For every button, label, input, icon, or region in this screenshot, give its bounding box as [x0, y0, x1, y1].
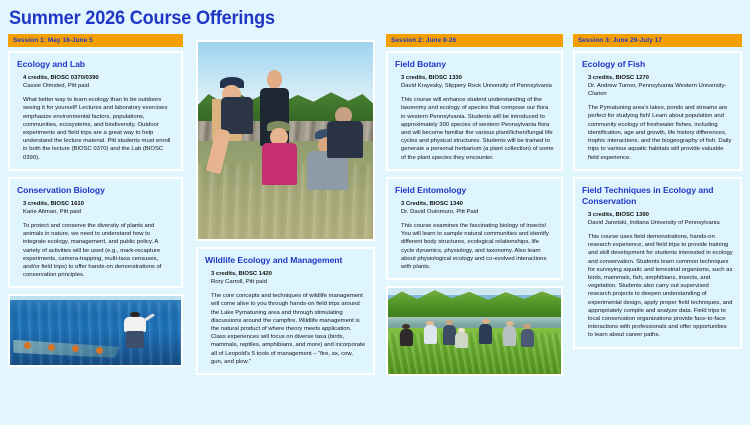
course-credits: 3 credits, BIOSC 1270: [588, 75, 649, 81]
course-card-ecology-and-lab: [8, 51, 183, 171]
course-meta: [401, 74, 554, 90]
session-label: Session 3: June 29-July 17: [578, 37, 662, 44]
photo-student-pink: [259, 121, 301, 192]
photo-students-stream: [196, 40, 375, 241]
course-description: What better way to learn ecology than to be outdoors seeing it for yourself! Lectures and laboratory exercises emphasize environmental factors, populations, communities, ecosystems, and biodiversity. Outdoor experiments and field trips are a great way to help understand the lecture material. Pitt students must enroll in both the lecture (BIOSC 0370) and the Lab (BIOSC 0390).: [23, 97, 171, 161]
column-session-2: [386, 34, 563, 425]
student-head: [267, 70, 282, 90]
course-description: To protect and conserve the diversity of plants and animals in nature, we need to understand how to integrate ecology, management, and public policy. A variety of activities will be used (e.g., mark-recapture experiments, camera-trapping, multi-taxa censuses, and/or field trips) to offer hands-on demonstrations of conservation principles.: [23, 223, 162, 279]
person-body: [503, 326, 516, 347]
person-body: [521, 329, 534, 347]
columns-container: [0, 34, 750, 425]
course-credits: 4 credits, BIOSC 0370/0390: [23, 75, 99, 81]
student-shirt: [262, 143, 297, 184]
session-label: Session 2: June 8-26: [391, 37, 457, 44]
photo-netting-lake: [8, 294, 183, 367]
person-body: [400, 329, 413, 346]
course-credits: 3 credits, BIOSC 1390: [588, 211, 649, 218]
course-description: The core concepts and techniques of wildlife management will come alive to you through hands-on field trips around the Lake Pymatuning area and through stimulating discussions around the campfire. Wildlife management is the natural product of where theory meets application. Class experiences will focus on diverse taxa (birds, mammals, reptiles, amphibians, and more) and incorporate all of Leopold's 5 tools of management – “fire, ax, cow, gun, and plow.”: [211, 293, 365, 365]
photo-person: [118, 312, 156, 353]
photo-person: [478, 319, 494, 345]
course-description: This course uses field demonstrations, hands-on research experience, and field trips to provide training and skill development for students interested in ecology and conservation. Students learn common techniques for surveying aquatic and terrestrial organisms, such as birds, mammals, fish, amphibians, insects, and vegetation. Students also carry out supervised research projects to deepen understanding of experimental design, apply proper field techniques, and appropriately compile and analyze data. Field trips to local conservation organizations provide face-to-face interactions with professionals and offer opportunities to learn about career paths.: [588, 233, 733, 339]
page-title: Summer 2026 Course Offerings: [9, 7, 275, 29]
course-card-conservation-biology: [8, 177, 183, 289]
course-card-ecology-of-fish: [573, 51, 742, 171]
photo-person: [398, 324, 414, 346]
photo-student-back: [326, 107, 365, 162]
course-meta: [23, 74, 174, 90]
course-title: Conservation Biology: [17, 184, 105, 195]
net-float: [96, 347, 103, 354]
course-credits: 3 credits, BIOSC 1420: [211, 271, 272, 277]
net-float: [72, 345, 79, 352]
photo-person: [454, 328, 470, 349]
course-title: Field Botany: [395, 59, 446, 69]
course-instructor: Cassie Olmsted, Pitt paid: [23, 83, 90, 90]
session-bar-2: [386, 34, 563, 47]
session-bar-3: [573, 34, 742, 47]
course-instructor: Dr. David Outomuro, Pitt Paid: [401, 208, 479, 215]
course-instructor: Dr. Andrew Turner, Pennsylvania Western University-Clarion: [588, 83, 727, 98]
course-credits: 3 credits, BIOSC 1330: [401, 75, 462, 81]
photo-person: [423, 321, 439, 345]
photo-student-foreground: [209, 77, 262, 199]
column-session-1: [8, 34, 183, 425]
photo-grass-blades: [388, 333, 561, 374]
session-bar-1: [8, 34, 183, 47]
course-instructor: Rory Carroll, Pitt paid: [211, 279, 267, 286]
course-credits: 3 credits, BIOSC 1610: [23, 200, 84, 207]
net-float: [48, 344, 55, 351]
person-waders: [126, 331, 144, 348]
course-title: Field Entomology: [395, 184, 467, 195]
course-credits: 3 Credits, BIOSC 1340: [401, 200, 463, 207]
course-title: Ecology of Fish: [582, 59, 646, 69]
student-shirt: [221, 97, 253, 134]
course-instructor: David Janetski, Indiana University of Pennsylvania: [588, 219, 720, 226]
course-instructor: David Krayesky, Slippery Rock University of Pennsylvania: [401, 83, 552, 90]
course-title: Wildlife Ecology and Management: [205, 255, 343, 265]
course-meta: [401, 200, 554, 216]
course-title: Ecology and Lab: [17, 59, 86, 69]
session-label: Session 1: May 18-June 5: [13, 37, 93, 44]
photo-person: [502, 321, 518, 347]
person-arm: [143, 313, 155, 322]
column-photo-wildlife: [196, 34, 375, 425]
course-card-field-entomology: [386, 177, 563, 280]
course-title: Field Techniques in Ecology and Conservation: [582, 184, 714, 206]
course-card-wildlife-ecology: [196, 247, 375, 375]
photo-person: [519, 324, 535, 347]
column-session-3: [573, 34, 742, 425]
person-body: [455, 332, 468, 348]
course-meta: [588, 211, 733, 227]
flyer-header: [0, 0, 750, 34]
photo-field-group: [386, 286, 563, 376]
person-body: [424, 325, 437, 344]
course-meta: [211, 270, 366, 286]
course-card-field-botany: [386, 51, 563, 171]
net-float: [24, 342, 31, 349]
course-meta: [588, 74, 733, 98]
person-body: [479, 324, 492, 345]
course-description: This course will enhance student understanding of the taxonomy and ecology of species that compose our flora in western Pennsylvania. Students will be introduced to approximately 300 species of western Pennsylvania flora and will become familiar the various plant/lichen/fungal life cycles and physical structures. Students will be trained to generate a personal herbarium (a plant collection) of some of the plant species they encounter.: [401, 97, 554, 161]
person-shirt: [124, 317, 145, 332]
student-shirt: [327, 121, 362, 157]
course-card-field-techniques: [573, 177, 742, 349]
course-meta: [23, 200, 174, 216]
course-instructor: Karie Altman, Pitt paid: [23, 208, 81, 215]
course-description: This course examines the fascinating biology of insects! You will learn to sample natural communities and identify different body structures, ecological relationships, life cycle dynamics, physiology, and taxonomy. Also learn about physiological ecology and co-evolved interactions with plants.: [401, 223, 549, 271]
student-arm: [205, 128, 230, 174]
course-description: The Pymatuning area's lakes, ponds and streams are perfect for studying fish! Learn about population and community ecology of freshwater fishes, including identification, age and growth, life history differences, trophic interactions, and the biogeography of fish. Daily trips to various aquatic habitats will provide valuable field experience.: [588, 105, 732, 161]
